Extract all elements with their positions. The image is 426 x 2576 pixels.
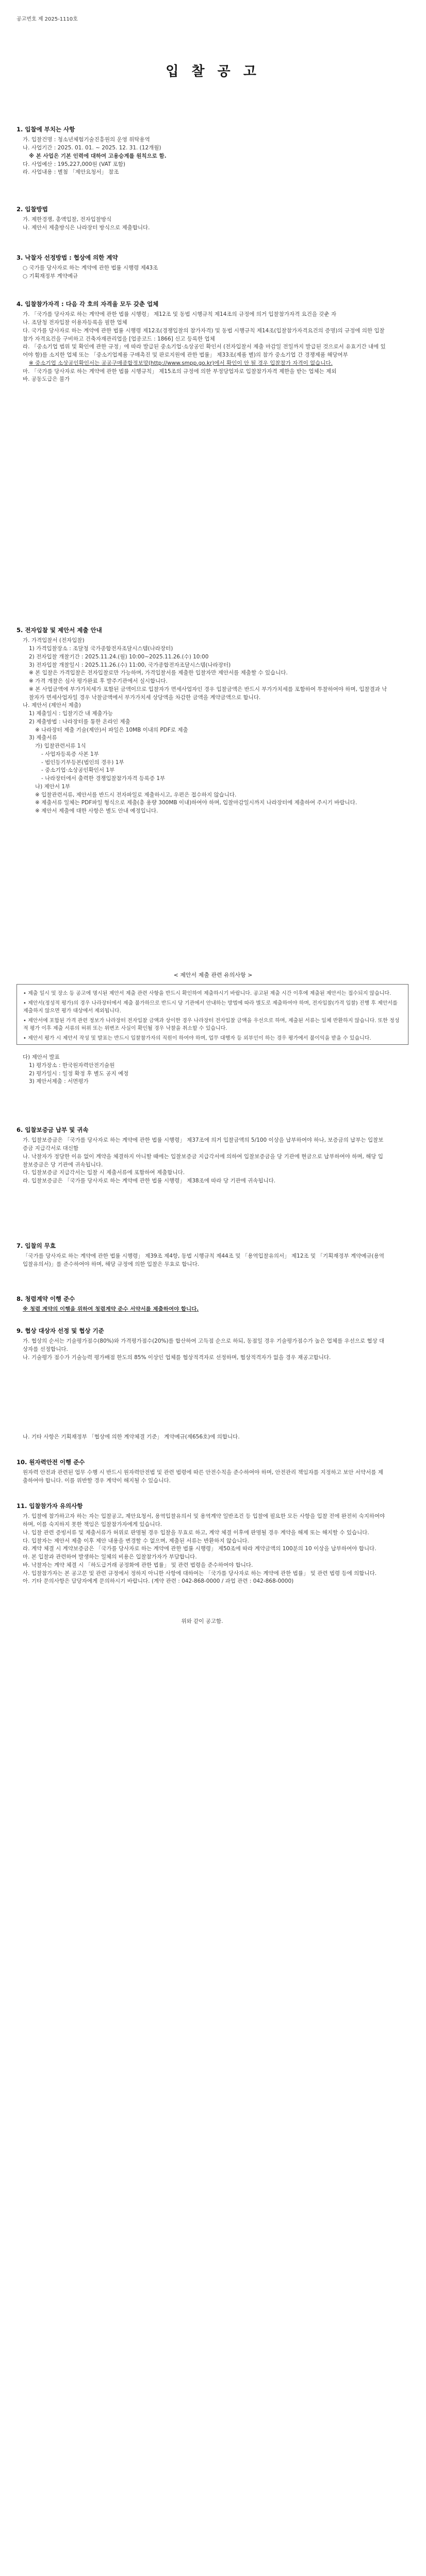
text-line: 다. 입찰자는 제안서 제출 이후 제안 내용을 변경할 수 없으며, 제출된 서류는 반환하지 않습니다.	[23, 1537, 249, 1544]
section-bid-items	[17, 125, 388, 177]
text-line: 나. 낙찰자가 정당한 이유 없이 계약을 체결하지 아니할 때에는 입찰보증금 지급각서에 의하여 입찰보증금을 당 기관에 현금으로 납부하여야 하며, 해당 입찰보증금은 당 기관에 귀속됩니다.	[23, 1153, 383, 1168]
notice-line: • 제출 일시 및 장소 등 공고에 명시된 제안서 제출 관련 사항을 반드시 확인하여 제출하시기 바랍니다. 공고된 제출 시간 이후에 제출된 제안서는 접수되지 않습니다.	[23, 991, 391, 996]
section-bid-method	[17, 205, 388, 232]
text-line: 라. 「중소기업 범위 및 확인에 관한 규정」에 따라 발급된 중소기업·소상공인 확인서 (전자입찰서 제출 마감일 전일까지 발급된 것으로서 유효기간 내에 있어야 함)를 소지한 업체 또는 「중소기업제품 구매촉진 및 판로지원에 관한 법률」 제33조(제품 별)의 참가 중소기업 간 경쟁제품 해당여부	[23, 344, 386, 358]
text-line: 2) 제출방법 : 나라장터를 통한 온라인 제출	[29, 718, 130, 725]
text-line: 나. 제안서 제출방식은 나라장터 방식으로 제출합니다.	[23, 225, 150, 231]
note-line: ※ 제출서류 일체는 PDF파일 형식으로 제출(총 용량 300MB 이내)하여야 하며, 입찰마감일시까지 나라장터에 제출하여 주시기 바랍니다.	[35, 800, 357, 806]
text-line: 나. 제안서 (제안서 제출)	[23, 702, 81, 709]
section-heading: 9. 협상 대상자 선정 및 협상 기준	[17, 1327, 104, 1334]
text-line: 다. 사업예산 : 195,227,000원 (VAT 포함)	[23, 161, 125, 167]
section-nuclear-safety	[17, 1458, 388, 1485]
text-line: 라. 계약 체결 시 계약보증금은 「국가를 당사자로 하는 계약에 관한 법률 시행령」 제50조에 따라 계약금액의 100분의 10 이상을 납부하여야 합니다.	[23, 1546, 376, 1552]
section-heading: 2. 입찰방법	[17, 206, 48, 213]
text-line: 나. 입찰 관련 증빙서류 및 제출서류가 허위로 판명될 경우 입찰을 무효로 하고, 계약 체결 이후에 판명될 경우 계약을 해제 또는 해지할 수 있습니다.	[23, 1529, 369, 1536]
text-line: ○ 국가를 당사자로 하는 계약에 관한 법률 시행령 제43조	[23, 265, 158, 272]
section-heading: 1. 입찰에 부치는 사항	[17, 126, 75, 133]
section-heading: 6. 입찰보증금 납부 및 귀속	[17, 1126, 89, 1133]
text-line: 원자력 안전과 관련된 업무 수행 시 반드시 원자력안전법 및 관련 법령에 따른 안전수칙을 준수하여야 하며, 안전관리 책임자를 지정하고 보안 서약서를 제출하여야 합니다. 이를 위반할 경우 계약이 해지될 수 있습니다.	[23, 1469, 383, 1484]
notice-number: 공고번호 제 2025-1110호	[17, 16, 78, 22]
text-line: 마. 「국가를 당사자로 하는 계약에 관한 법률 시행규칙」 제15조의 규정에 의한 부정당업자로 입찰참가자격 제한을 받는 업체는 제외	[23, 368, 337, 375]
text-line: 아. 기타 문의사항은 담당자에게 문의하시기 바랍니다. (계약 관련 : 042-868-0000 / 과업 관련 : 042-868-0000)	[23, 1578, 294, 1585]
section-eligibility	[17, 300, 388, 384]
section-integrity	[17, 1295, 388, 1314]
section-heading: 3. 낙찰자 선정방법 : 협상에 의한 계약	[17, 254, 118, 261]
section-negotiation	[17, 1327, 388, 1362]
text-line: 1) 제출일시 : 입찰기간 내 제출가능	[29, 710, 113, 717]
text-line: 2) 전자입찰 개찰기간 : 2025.11.24.(월) 10:00~2025.11.26.(수) 10:00	[29, 653, 209, 660]
note-line: ※ 입찰관련서류, 제안서를 반드시 전자파일로 제출하시고, 우편은 접수하지 않습니다.	[35, 791, 237, 798]
text-line: - 사업자등록증 사본 1부	[41, 751, 99, 757]
note-line: ※ 나라장터 제출 기술(제안)서 파일은 10MB 이내의 PDF로 제출	[35, 726, 188, 733]
text-line: 가. 가격입찰서 (전자입찰)	[23, 637, 85, 644]
notice-box-title: < 제안서 제출 관련 유의사항 >	[173, 972, 253, 978]
section-submission-guide	[17, 626, 388, 816]
closing-line: 위와 같이 공고함.	[181, 1618, 223, 1624]
section-heading: 5. 전자입찰 및 제안서 제출 안내	[17, 626, 102, 634]
text-line: 가. 제한경쟁, 총액입찰, 전자입찰방식	[23, 216, 112, 223]
section-heading: 10. 원자력안전 이행 준수	[17, 1459, 85, 1466]
highlight-line: ※ 청렴 계약의 이행을 위하여 청렴계약 준수 서약서를 제출하여야 합니다.	[23, 1306, 199, 1313]
note-link-line[interactable]: ※ 중소기업 소상공인확인서는 공공구매종합정보망(http://www.smpp.go.kr)에서 확인이 안 될 경우 입찰참가 자격이 없습니다.	[29, 360, 333, 366]
text-line: 나) 제안서 1부	[35, 783, 71, 790]
closing-statement	[17, 1618, 388, 1626]
section-negotiation-extra	[17, 1433, 388, 1442]
text-line: 3) 제안서제출 : 서면평가	[29, 1078, 89, 1085]
section-heading: 8. 청렴계약 이행 준수	[17, 1295, 75, 1302]
text-line: 나. 조달청 전자입찰 이용자등록을 필한 업체	[23, 319, 127, 326]
text-line: 가. 협상의 순서는 기술평가점수(80%)와 가격평가점수(20%)를 합산하여 고득점 순으로 하되, 동점일 경우 기술평가점수가 높은 업체를 우선으로 협상 대상자를 선정합니다.	[23, 1338, 385, 1352]
section-heading: 7. 입찰의 무효	[17, 1242, 56, 1249]
text-line: ○ 기획재정부 계약예규	[23, 273, 78, 279]
text-line: 라. 사업내용 : 별첨 「제안요청서」 참조	[23, 169, 119, 176]
text-line: 가. 입찰건명 : 청소년체험기술진흥원의 운영 위탁용역	[23, 137, 150, 143]
highlight-line: ※ 본 사업은 기본 인력에 대하여 고용승계를 원칙으로 함.	[29, 152, 167, 159]
text-line: - 법인등기부등본(법인의 경우) 1부	[41, 759, 124, 766]
text-line: 다. 입찰보증금 지급각서는 입찰 시 제출서류에 포함하여 제출합니다.	[23, 1170, 185, 1176]
text-line: 마. 본 입찰과 관련하여 발생하는 일체의 비용은 입찰참가자가 부담합니다.	[23, 1554, 197, 1560]
notice-line: • 제안서에 포함된 가격 관련 정보가 나라장터 전자입찰 금액과 상이한 경우 나라장터 전자입찰 금액을 우선으로 하며, 제출된 서류는 일체 반환하지 않습니다. 또한 정성적 평가 이후 제출 서류의 허위 또는 위변조 사실이 확인될 경우 낙찰을 취소할 수 있습니다.	[23, 1018, 400, 1031]
notice-line: • 제안서(정성적 평가)의 경우 나라장터에서 제출 불가하므로 반드시 당 기관에서 안내하는 방법에 따라 별도로 제출하여야 하며, 전자입찰(가격 입찰) 진행 후 제안서를 제출하지 않으면 평가 대상에서 제외됩니다.	[23, 1001, 398, 1014]
text-line: 3) 제출서류	[29, 735, 57, 741]
notice-line: • 제안서 평가 시 제안서 작성 및 발표는 반드시 입찰참가자의 직원이 하여야 하며, 업무 대행자 등 외부인이 하는 경우 평가에서 불이익을 받을 수 있습니다.	[23, 1036, 371, 1041]
text-line: 바. 공동도급은 불가	[23, 376, 70, 383]
text-line: 1) 평가장소 : 한국원자력안전기술원	[29, 1062, 115, 1069]
section-heading: 4. 입찰참가자격 : 다음 각 호의 자격을 모두 갖춘 업체	[17, 300, 159, 308]
text-line: 사. 입찰참가자는 본 공고문 및 관련 규정에서 정하지 아니한 사항에 대하여는 「국가를 당사자로 하는 계약에 관한 법률」 및 관련 법령 등에 의합니다.	[23, 1570, 377, 1577]
text-line: 가. 입찰에 참가하고자 하는 자는 입찰공고, 제안요청서, 용역입찰유의서 및 용역계약 일반조건 등 입찰에 필요한 모든 사항을 입찰 전에 완전히 숙지하여야 하며, 이를 숙지하지 못한 책임은 입찰참가자에게 있습니다.	[23, 1513, 385, 1528]
section-invalid-bids	[17, 1242, 388, 1269]
text-line: 라. 입찰보증금은 「국가를 당사자로 하는 계약에 관한 법률 시행령」 제38조에 따라 당 기관에 귀속됩니다.	[23, 1178, 276, 1184]
text-line: 다) 제안서 발표	[23, 1054, 60, 1060]
notice-box	[17, 984, 408, 1045]
text-line: 다. 국가를 당사자로 하는 계약에 관한 법률 시행령 제12조(경쟁입찰의 참가자격) 및 동법 시행규칙 제14조(입찰참가자격요건의 증명)의 규정에 의한 입찰 참가 자격요건을 구비하고 건축자재관리업을 [업종코드 : 1866] 신고 등록한 업체	[23, 327, 385, 342]
section-winner-selection	[17, 253, 388, 281]
page-title: 입 찰 공 고	[166, 64, 260, 79]
text-line: 가. 입찰보증금은 「국가를 당사자로 하는 계약에 관한 법률 시행령」 제37조에 의거 입찰금액의 5/100 이상을 납부하여야 하나, 보증금의 납부는 입찰보증금 지급각서로 대신함	[23, 1137, 384, 1151]
section-bid-bond	[17, 1126, 388, 1185]
text-line: 나. 기술평가 점수가 기술능력 평가배점 한도의 85% 이상인 업체를 협상적격자로 선정하며, 협상적격자가 없을 경우 재공고합니다.	[23, 1354, 331, 1361]
text-line: - 중소기업·소상공인확인서 1부	[41, 767, 115, 774]
note-line: ※ 본 입찰은 가격입찰은 전자입찰로만 가능하며, 가격입찰서를 제출한 입찰자만 제안서를 제출할 수 있습니다.	[29, 670, 288, 676]
note-line: ※ 제안서 제출에 대한 사항은 별도 안내 예정입니다.	[35, 808, 158, 814]
section-heading: 11. 입찰참가자 유의사항	[17, 1502, 83, 1510]
section-bidder-notes	[17, 1502, 388, 1586]
text-line: 바. 낙찰자는 계약 체결 시 「하도급거래 공정화에 관한 법률」 및 관련 법령을 준수하여야 합니다.	[23, 1562, 253, 1568]
note-line: ※ 본 사업금액에 부가가치세가 포함된 금액이므로 입찰자가 면세사업자인 경우 입찰금액은 반드시 부가가치세를 포함하여 투찰하여야 하며, 입찰결과 낙찰자가 면세사업자일 경우 낙찰금액에서 부가가치세 상당액을 차감한 금액을 계약금액으로 합니다.	[29, 686, 387, 701]
text-line: 가. 「국가를 당사자로 하는 계약에 관한 법률 시행령」 제12조 및 동법 시행규칙 제14조의 규정에 의거 입찰참가자격 요건을 갖춘 자	[23, 311, 337, 318]
text-line: 나. 기타 사항은 기획재정부 「협상에 의한 계약체결 기준」 계약예규(제656호)에 의합니다.	[23, 1434, 240, 1440]
text-line: 나. 사업기간 : 2025. 01. 01. ~ 2025. 12. 31. (12개월)	[23, 145, 161, 151]
section-presentation	[17, 1054, 388, 1086]
text-line: 「국가를 당사자로 하는 계약에 관한 법률 시행령」 제39조 제4항, 동법 시행규칙 제44조 및 「용역입찰유의서」 제12조 및 「기획재정부 계약예규(용역입찰유의서)」를 준수하여야 하며, 해당 규정에 의한 입찰은 무효로 합니다.	[23, 1253, 385, 1267]
text-line: 2) 평가일시 : 일정 확정 후 별도 공지 예정	[29, 1070, 129, 1077]
text-line: 가) 입찰관련서류 1식	[35, 743, 86, 749]
text-line: 3) 전자입찰 개찰일시 : 2025.11.26.(수) 11:00, 국가종합전자조달시스템(나라장터)	[29, 662, 231, 668]
note-line: ※ 가격 개찰은 심사 평가완료 후 발주기관에서 실시합니다.	[29, 678, 168, 684]
text-line: 1) 가격입찰장소 : 조달청 국가종합전자조달시스템(나라장터)	[29, 646, 173, 652]
text-line: - 나라장터에서 출력한 경쟁입찰참가자격 등록증 1부	[41, 775, 166, 782]
